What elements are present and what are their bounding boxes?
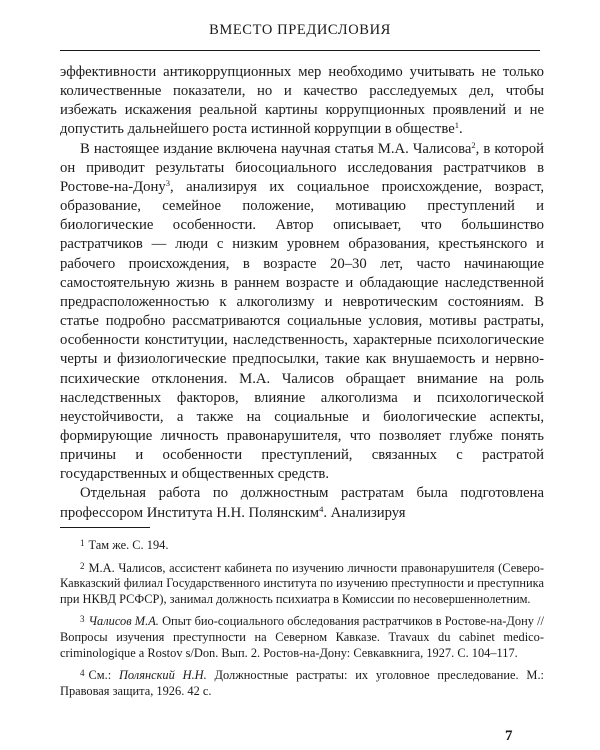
- footnotes: [60, 536, 544, 704]
- paragraph-2-text-a: В настоящее издание включена научная статья М.А. Чалисова: [80, 140, 472, 157]
- footnote-prefix: См.:: [88, 668, 119, 683]
- paragraph-3: [60, 484, 544, 522]
- paragraph-1-text: эффективности антикоррупционных мер необходимо учитывать не только количественные показатели, но и качество расследуемых дел, чтобы избежать искажения реальной картины коррупционных проявлений и не допустить дальнейшего роста истинной коррупции в обществе: [60, 64, 544, 138]
- footnote-1: [60, 536, 544, 554]
- paragraph-3-text-a: Отдельная работа по должностным растратам была подготовлена профессором Института Н.Н. Полянским: [60, 485, 544, 521]
- footnote-number: 4: [80, 668, 85, 679]
- main-text: [60, 63, 544, 523]
- footnote-author: Чалисов М.А.: [88, 614, 159, 629]
- footnote-ref-3: 3: [165, 177, 170, 188]
- running-header: ВМЕСТО ПРЕДИСЛОВИЯ: [209, 22, 391, 38]
- footnote-2: [60, 559, 544, 608]
- footnote-ref-1: 1: [454, 120, 459, 131]
- paragraph-2-text-b: , в которой он приводит результаты биосоциального исследования растратчиков в Ростове-на-Дону: [60, 140, 544, 195]
- footnote-4: [60, 666, 544, 699]
- paragraph-3-text-b: . Анализируя: [323, 504, 406, 521]
- footnote-number: 3: [80, 614, 85, 625]
- header-rule: [60, 50, 540, 51]
- paragraph-2-text-c: , анализируя их социальное происхождение, возраст, образование, семейное положение, мотивацию преступлений и биологические особенности. Автор описывает, что большинство растратчиков — люди с низким уровнем образования, крестьянского и рабочего происхождения, в возрасте 20–30 лет, часто начинающие самостоятельную жизнь в раннем возрасте и обладающие наследственной предрасположенностью к алкоголизму и невротическим состояниям. В статье подробно рассматриваются социальные условия, мотивы растраты, особенности конституции, наследственность, характерные психологические черты и физиологические предпосылки, такие как внушаемость и нервно-психические отклонения. М.А. Чалисов обращает внимание на роль наследственных факторов, влияние алкоголизма и психологической неустойчивости, а также на социальные и биологические аспекты, формирующие личность правонарушителя, что позволяет глубже понять причины и особенности преступлений, связанных с растратой государственных и общественных средств.: [60, 178, 544, 483]
- footnote-text: Должностные растраты: их уголовное преследование. М.: Правовая защита, 1926. 42 с.: [60, 668, 544, 698]
- footnote-separator: [60, 527, 150, 528]
- footnote-ref-2: 2: [471, 139, 476, 150]
- footnote-number: 1: [80, 538, 85, 548]
- footnote-number: 2: [80, 560, 85, 571]
- footnote-author: Полянский Н.Н.: [118, 668, 207, 683]
- footnote-ref-4: 4: [319, 503, 324, 514]
- footnote-3: [60, 612, 544, 661]
- paragraph-1: эффективности антикоррупционных мер необходимо учитывать не только количественные показатели, но и качество расследуемых дел, чтобы избежать искажения реальной картины коррупционных проявлений и не допустить дальнейшего роста истинной коррупции в обществе$^1$.: [60, 64, 544, 138]
- page-number: 7: [505, 728, 513, 744]
- footnote-text: Опыт био-социального обследования растратчиков в Ростове-на-Дону // Вопросы изучения преступности на Северном Кавказе. Travaux du cabinet medico-criminologique a Rostov s/Don. Вып. 2. Ростов-на-Дону: Севкавкнига, 1927. С. 104–117.: [60, 614, 544, 660]
- footnote-text: Там же. С. 194.: [88, 538, 169, 552]
- paragraph-2: [60, 140, 544, 485]
- footnote-text: М.А. Чалисов, ассистент кабинета по изучению личности правонарушителя (Северо-Кавказский филиал Государственного института по изучению преступности и преступника при НКВД РСФСР), занимал должность психиатра в Комиссии по несовершеннолетним.: [60, 560, 544, 606]
